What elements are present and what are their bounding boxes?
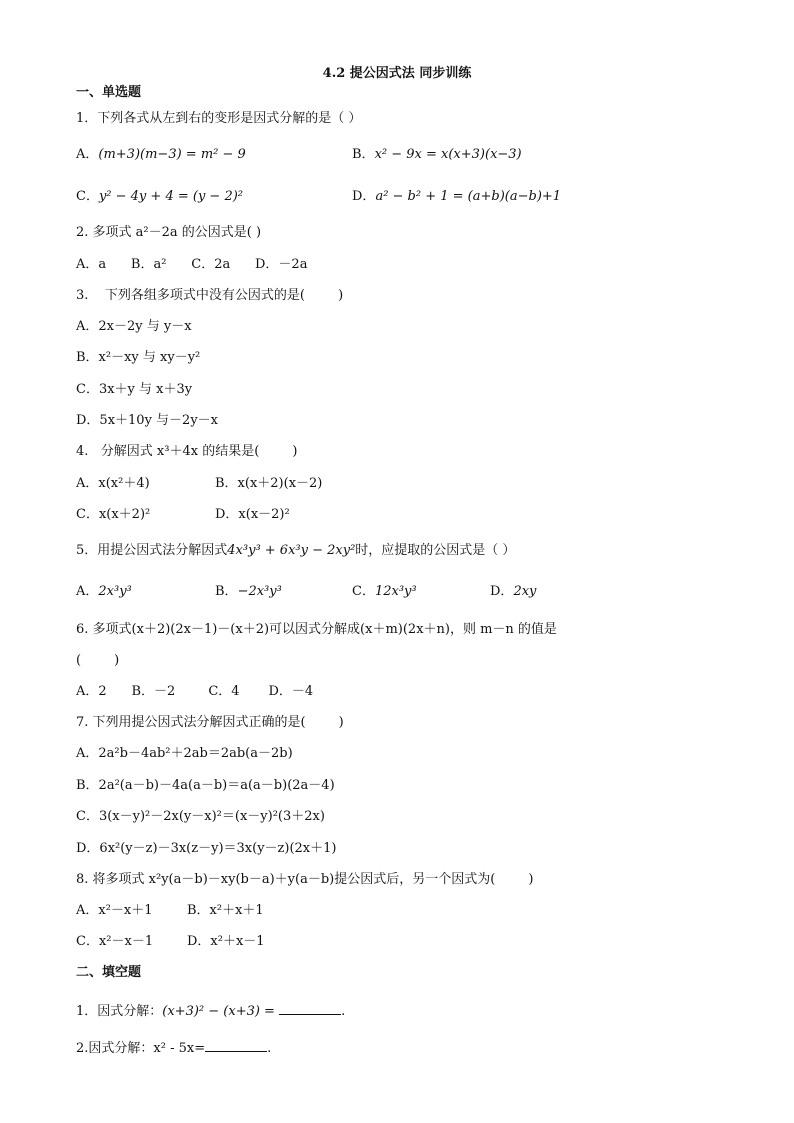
page-title: 4.2 提公因式法 同步训练 bbox=[322, 66, 472, 81]
question-5-option-a bbox=[76, 583, 132, 601]
question-1-stem: 1．下列各式从左到右的变形是因式分解的是（ ） bbox=[76, 111, 362, 126]
option-label: A． bbox=[76, 147, 99, 162]
fill-question-text: 2.因式分解：x² - 5x= bbox=[76, 1041, 206, 1056]
option-label: B． bbox=[215, 584, 238, 599]
question-7-option-b: B．2a²(a－b)－4a(a－b)＝a(a－b)(2a－4) bbox=[76, 778, 335, 793]
question-4-option-d: D．x(x－2)² bbox=[215, 507, 290, 522]
question-8-stem: 8. 将多项式 x²y(a－b)－xy(b－a)＋y(a－b)提公因式后，另一个因式为( ) bbox=[76, 872, 534, 887]
stem-text: 5．用提公因式法分解因式 bbox=[76, 543, 228, 558]
option-label: D． bbox=[490, 584, 514, 599]
section-heading-fill-in: 二、填空题 bbox=[76, 965, 142, 980]
option-expression: a² − b² + 1 = (a+b)(a−b)+1 bbox=[375, 189, 562, 204]
question-1-option-a bbox=[76, 146, 246, 164]
fill-question-2 bbox=[76, 1039, 271, 1058]
question-4-stem: 4. 分解因式 x³＋4x 的结果是( ) bbox=[76, 444, 298, 459]
option-expression: x² − 9x = x(x+3)(x−3) bbox=[374, 147, 522, 162]
question-3-option-b: B．x²－xy 与 xy－y² bbox=[76, 350, 201, 365]
option-expression: 2xy bbox=[513, 584, 537, 599]
question-7-option-a: A．2a²b－4ab²＋2ab＝2ab(a－2b) bbox=[76, 746, 293, 761]
question-3-stem: 3. 下列各组多项式中没有公因式的是( ) bbox=[76, 288, 344, 303]
question-5-option-d bbox=[490, 583, 536, 601]
option-expression: −2x³y³ bbox=[237, 584, 282, 599]
option-expression: 2x³y³ bbox=[98, 584, 132, 599]
question-6-options: A．2 B．－2 C．4 D．－4 bbox=[76, 684, 314, 699]
question-1-option-b bbox=[352, 146, 522, 164]
answer-blank[interactable] bbox=[205, 1039, 267, 1052]
question-3-option-d: D．5x＋10y 与－2y－x bbox=[76, 413, 218, 428]
question-8-option-d: D．x²＋x－1 bbox=[187, 934, 265, 949]
fill-question-punctuation: . bbox=[341, 1004, 346, 1019]
option-expression: 12x³y³ bbox=[374, 584, 417, 599]
question-6-stem: 6. 多项式(x＋2)(2x－1)－(x＋2)可以因式分解成(x＋m)(2x＋n)，则 m－n 的值是 bbox=[76, 622, 557, 637]
option-label: C． bbox=[76, 189, 99, 204]
option-label: D． bbox=[352, 189, 376, 204]
stem-expression: 4x³y³ + 6x³y − 2xy² bbox=[227, 543, 356, 558]
question-1-option-c bbox=[76, 188, 243, 206]
question-5-option-b bbox=[215, 583, 282, 601]
question-2-options: A．a B．a² C．2a D．－2a bbox=[76, 257, 308, 272]
section-heading-single-choice: 一、单选题 bbox=[76, 85, 142, 100]
question-7-option-c: C．3(x－y)²－2x(y－x)²＝(x－y)²(3＋2x) bbox=[76, 809, 325, 824]
answer-blank[interactable] bbox=[279, 1002, 341, 1015]
question-3-option-a: A．2x－2y 与 y－x bbox=[76, 319, 192, 334]
fill-question-text: 1．因式分解： bbox=[76, 1004, 163, 1019]
question-3-option-c: C．3x＋y 与 x＋3y bbox=[76, 382, 193, 397]
option-label: B． bbox=[352, 147, 375, 162]
fill-question-punctuation: . bbox=[267, 1041, 272, 1056]
question-1-option-d bbox=[352, 188, 561, 206]
question-8-option-c: C．x²－x－1 bbox=[76, 934, 154, 949]
question-7-stem: 7. 下列用提公因式法分解因式正确的是( ) bbox=[76, 715, 344, 730]
option-label: C． bbox=[352, 584, 375, 599]
question-2-stem: 2. 多项式 a²－2a 的公因式是( ) bbox=[76, 225, 262, 240]
question-5-stem bbox=[76, 542, 515, 560]
fill-question-1 bbox=[76, 1002, 345, 1021]
stem-text: 时，应提取的公因式是（ ） bbox=[355, 543, 516, 558]
question-8-option-b: B．x²＋x＋1 bbox=[187, 903, 264, 918]
question-4-option-c: C．x(x＋2)² bbox=[76, 507, 151, 522]
option-label: A． bbox=[76, 584, 99, 599]
fill-question-expression: (x+3)² − (x+3) = bbox=[162, 1004, 275, 1019]
option-expression: (m+3)(m−3) = m² − 9 bbox=[98, 147, 246, 162]
question-7-option-d: D．6x²(y－z)－3x(z－y)＝3x(y－z)(2x＋1) bbox=[76, 841, 337, 856]
question-6-stem-continued: ( ) bbox=[76, 653, 120, 668]
question-8-option-a: A．x²－x＋1 bbox=[76, 903, 153, 918]
option-expression: y² − 4y + 4 = (y − 2)² bbox=[98, 189, 243, 204]
question-5-option-c bbox=[352, 583, 417, 601]
question-4-option-a: A．x(x²＋4) bbox=[76, 476, 150, 491]
question-4-option-b: B．x(x＋2)(x－2) bbox=[215, 476, 323, 491]
